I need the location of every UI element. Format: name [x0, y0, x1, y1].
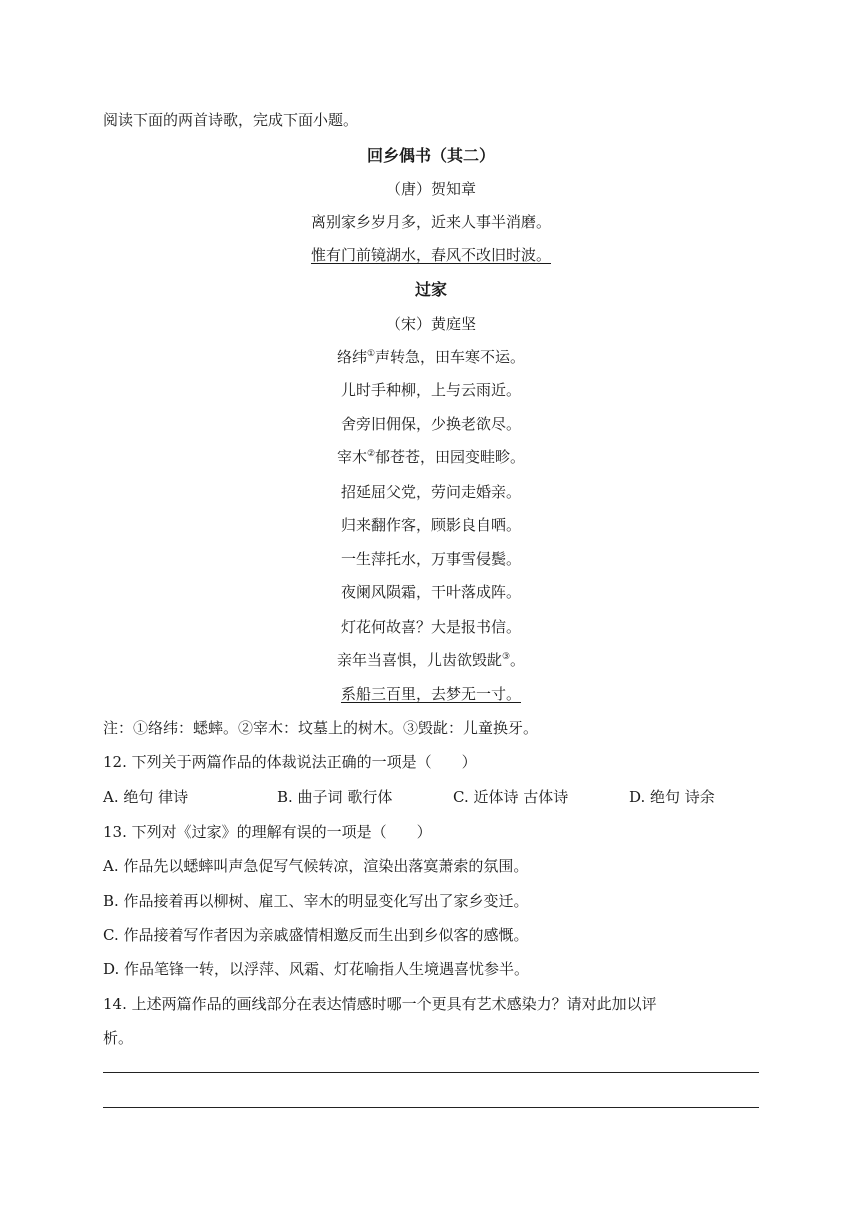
- poem1-line: 离别家乡岁月多，近来人事半消磨。: [310, 213, 551, 231]
- poem2-line: 亲年当喜惧，儿齿欲毁龀③。: [336, 651, 526, 669]
- answer-line[interactable]: [103, 1107, 759, 1108]
- poem2-author: （宋）黄庭坚: [385, 315, 476, 333]
- question-13-stem: 13. 下列对《过家》的理解有误的一项是（ ）: [103, 823, 432, 841]
- q12-option-b[interactable]: B. 曲子词 歌行体: [277, 788, 393, 806]
- poem2-line: 宰木②郁苍苍，田园变畦畛。: [336, 448, 526, 466]
- poem1-author: （唐）贺知章: [385, 180, 476, 198]
- poem2-underlined-line: 系船三百里，去梦无一寸。: [340, 685, 521, 703]
- poem1-underlined-line: 惟有门前镜湖水，春风不改旧时波。: [310, 246, 551, 264]
- poem2-line: 夜阑风陨霜，干叶落成阵。: [340, 583, 521, 601]
- answer-line[interactable]: [103, 1072, 759, 1073]
- poem2-line: 络纬①声转急，田车寒不运。: [336, 348, 526, 366]
- q13-option-a[interactable]: A. 作品先以蟋蟀叫声急促写气候转凉，渲染出落寞萧索的氛围。: [103, 857, 529, 875]
- intro-text: 阅读下面的两首诗歌，完成下面小题。: [103, 111, 359, 129]
- poem2-title: 过家: [414, 280, 447, 299]
- poem2-line: 招延屈父党，劳问走婚亲。: [340, 483, 521, 501]
- footnotes: 注：①络纬：蟋蟀。②宰木：坟墓上的树木。③毁龀：儿童换牙。: [103, 719, 539, 737]
- footnote-marker: ②: [366, 449, 376, 459]
- q13-option-d[interactable]: D. 作品笔锋一转，以浮萍、风霜、灯花喻指人生境遇喜忧参半。: [103, 960, 530, 978]
- question-12-stem: 12. 下列关于两篇作品的体裁说法正确的一项是（ ）: [103, 753, 477, 771]
- q13-option-c[interactable]: C. 作品接着写作者因为亲戚盛情相邀反而生出到乡似客的感慨。: [103, 926, 529, 944]
- question-14-stem-continued: 析。: [103, 1029, 134, 1047]
- poem2-line: 一生萍托水，万事雪侵鬓。: [340, 550, 521, 568]
- poem2-line: 灯花何故喜？大是报书信。: [340, 618, 521, 636]
- q12-option-d[interactable]: D. 绝句 诗余: [629, 788, 715, 806]
- poem2-line: 归来翻作客，顾影良自哂。: [340, 516, 521, 534]
- footnote-marker: ①: [366, 349, 376, 359]
- q12-option-c[interactable]: C. 近体诗 古体诗: [453, 788, 569, 806]
- poem2-line: 舍旁旧佣保，少换老欲尽。: [340, 415, 521, 433]
- footnote-marker: ③: [501, 652, 511, 662]
- question-14-stem: 14. 上述两篇作品的画线部分在表达情感时哪一个更具有艺术感染力？请对此加以评: [103, 995, 657, 1013]
- q12-option-a[interactable]: A. 绝句 律诗: [103, 788, 189, 806]
- poem1-title: 回乡偶书（其二）: [366, 146, 495, 165]
- q13-option-b[interactable]: B. 作品接着再以柳树、雇工、宰木的明显变化写出了家乡变迁。: [103, 892, 529, 910]
- poem2-line: 儿时手种柳，上与云雨近。: [340, 381, 521, 399]
